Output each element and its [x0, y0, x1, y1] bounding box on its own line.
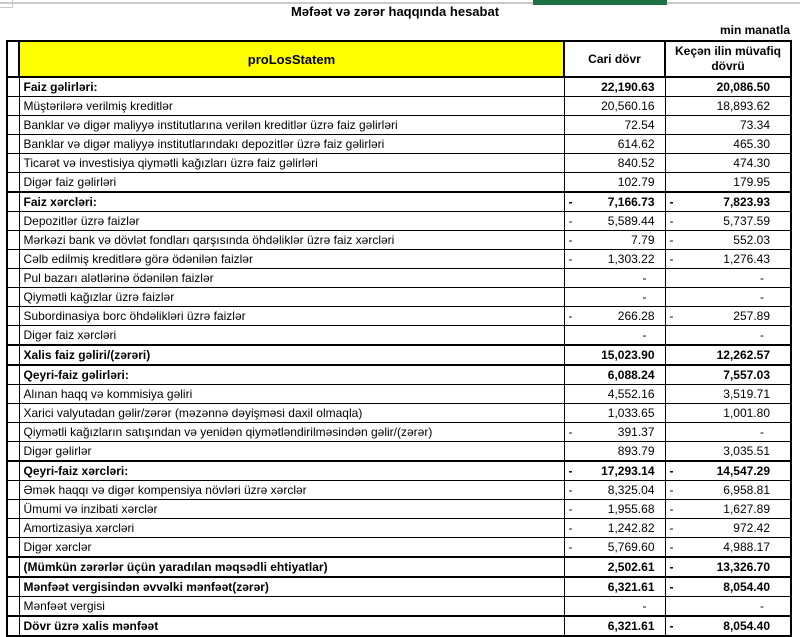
- row-spacer-cell[interactable]: [7, 231, 19, 250]
- table-row: [7, 597, 791, 617]
- negative-sign: -: [669, 214, 674, 228]
- unit-note: min manatla: [719, 23, 790, 37]
- negative-sign: -: [568, 540, 573, 554]
- cell-previous-period[interactable]: [665, 154, 791, 173]
- row-label[interactable]: Depozitlər üzrə faizlər: [19, 212, 564, 231]
- table-row: [7, 288, 791, 307]
- previous-value: 8,054.40: [723, 580, 770, 594]
- current-value: 17,293.14: [601, 464, 655, 478]
- current-value: 391.37: [617, 425, 655, 439]
- row-label[interactable]: Müştərilərə verilmiş kreditlər: [19, 97, 564, 116]
- previous-value: 5,737.59: [723, 214, 770, 228]
- cell-current-period[interactable]: [564, 423, 665, 442]
- row-label[interactable]: Ticarət və investisiya qiymətli kağızları üzrə faiz gəlirləri: [19, 154, 564, 173]
- negative-sign: -: [669, 233, 674, 247]
- table-row: [7, 385, 791, 404]
- row-spacer-cell[interactable]: [7, 557, 19, 577]
- previous-value: 3,519.71: [723, 387, 770, 401]
- row-label[interactable]: Amortizasiya xərcləri: [19, 519, 564, 538]
- table-row: [7, 135, 791, 154]
- cell-previous-period[interactable]: [665, 97, 791, 116]
- current-value: 6,321.61: [607, 580, 655, 594]
- current-value: 1,242.82: [607, 521, 655, 535]
- row-spacer-cell[interactable]: [7, 326, 19, 346]
- row-label[interactable]: Cəlb edilmiş kreditlərə görə ödənilən faizlər: [19, 250, 564, 269]
- current-value: -: [642, 271, 647, 285]
- header-previous-period-cell[interactable]: Keçən ilin müvafiq dövrü: [665, 41, 791, 77]
- table-row: [7, 500, 791, 519]
- header-current-period-cell[interactable]: Cari dövr: [564, 41, 665, 77]
- cell-current-period[interactable]: [564, 461, 665, 481]
- cell-previous-period[interactable]: [665, 326, 791, 346]
- negative-sign: -: [669, 619, 674, 633]
- current-value: 1,033.65: [607, 406, 655, 420]
- previous-value: 179.95: [733, 175, 770, 189]
- cell-previous-period[interactable]: [665, 616, 791, 636]
- previous-value: 7,823.93: [723, 195, 770, 209]
- cell-previous-period[interactable]: [665, 192, 791, 212]
- negative-sign: -: [669, 560, 674, 574]
- table-row: [7, 538, 791, 558]
- row-label[interactable]: Mənfəət vergisi: [19, 597, 564, 617]
- table-row: [7, 365, 791, 385]
- row-spacer-cell[interactable]: [7, 269, 19, 288]
- negative-sign: -: [568, 483, 573, 497]
- cell-current-period[interactable]: [564, 192, 665, 212]
- row-spacer-cell[interactable]: [7, 77, 19, 97]
- row-label[interactable]: Mənfəət vergisindən əvvəlki mənfəət(zərər): [19, 577, 564, 597]
- row-label[interactable]: Xalis faiz gəliri/(zərəri): [19, 345, 564, 365]
- cell-previous-period[interactable]: [665, 231, 791, 250]
- current-value: 266.28: [617, 309, 655, 323]
- current-value: 614.62: [617, 137, 655, 151]
- cell-current-period[interactable]: [564, 269, 665, 288]
- current-value: 840.52: [617, 156, 655, 170]
- negative-sign: -: [568, 214, 573, 228]
- report-table-body: [7, 77, 791, 636]
- cell-current-period[interactable]: [564, 326, 665, 346]
- row-label[interactable]: Faiz gəlirləri:: [19, 77, 564, 97]
- row-label[interactable]: Digər gəlirlər: [19, 442, 564, 462]
- cell-current-period[interactable]: [564, 250, 665, 269]
- row-label[interactable]: Mərkəzi bank və dövlət fondları qarşısında öhdəliklər üzrə faiz xərcləri: [19, 231, 564, 250]
- negative-sign: -: [568, 252, 573, 266]
- table-row: [7, 481, 791, 500]
- previous-value: 73.34: [739, 118, 770, 132]
- cell-previous-period[interactable]: [665, 442, 791, 462]
- row-spacer-cell[interactable]: [7, 442, 19, 462]
- row-label[interactable]: Qeyri-faiz xərcləri:: [19, 461, 564, 481]
- row-spacer-cell[interactable]: [7, 538, 19, 558]
- previous-value: -: [760, 271, 764, 285]
- cell-current-period[interactable]: [564, 212, 665, 231]
- previous-value: 3,035.51: [723, 444, 770, 458]
- profit-loss-table: [6, 40, 792, 637]
- previous-value: 8,054.40: [723, 619, 770, 633]
- cell-current-period[interactable]: [564, 404, 665, 423]
- table-header-row: [7, 41, 791, 77]
- previous-value: 1,001.80: [723, 406, 770, 420]
- previous-value: 12,262.57: [716, 348, 770, 362]
- cell-current-period[interactable]: [564, 557, 665, 577]
- negative-sign: -: [669, 195, 674, 209]
- previous-value: 4,988.17: [723, 540, 770, 554]
- cell-current-period[interactable]: [564, 365, 665, 385]
- row-spacer-cell[interactable]: [7, 577, 19, 597]
- cell-current-period[interactable]: [564, 154, 665, 173]
- row-spacer-cell[interactable]: [7, 154, 19, 173]
- cell-previous-period[interactable]: [665, 250, 791, 269]
- row-label[interactable]: Digər faiz xərcləri: [19, 326, 564, 346]
- cell-current-period[interactable]: [564, 345, 665, 365]
- row-spacer-cell[interactable]: [7, 597, 19, 617]
- previous-value: 13,326.70: [716, 560, 770, 574]
- previous-value: -: [760, 290, 764, 304]
- cell-previous-period[interactable]: [665, 577, 791, 597]
- cell-current-period[interactable]: [564, 481, 665, 500]
- row-spacer-cell[interactable]: [7, 461, 19, 481]
- cell-current-period[interactable]: [564, 385, 665, 404]
- row-spacer-cell[interactable]: [7, 500, 19, 519]
- current-value: 893.79: [617, 444, 655, 458]
- previous-value: 474.30: [733, 156, 770, 170]
- current-value: -: [642, 599, 647, 613]
- negative-sign: -: [669, 464, 674, 478]
- row-spacer-cell[interactable]: [7, 173, 19, 193]
- row-label[interactable]: Qiymətli kağızların satışından və yenidən qiymətləndirilməsindən gəlir/(zərər): [19, 423, 564, 442]
- current-value: -: [642, 328, 647, 342]
- cell-current-period[interactable]: [564, 231, 665, 250]
- cell-current-period[interactable]: [564, 173, 665, 193]
- negative-sign: -: [669, 521, 674, 535]
- cell-previous-period[interactable]: [665, 173, 791, 193]
- table-row: [7, 97, 791, 116]
- row-spacer-cell[interactable]: [7, 192, 19, 212]
- previous-value: 6,958.81: [723, 483, 770, 497]
- negative-sign: -: [669, 309, 674, 323]
- table-row: [7, 326, 791, 346]
- cell-previous-period[interactable]: [665, 212, 791, 231]
- row-label[interactable]: Xarici valyutadan gəlir/zərər (məzənnə dəyişməsi daxil olmaqla): [19, 404, 564, 423]
- negative-sign: -: [669, 540, 674, 554]
- previous-value: 972.42: [733, 521, 770, 535]
- table-row: [7, 212, 791, 231]
- table-row: [7, 519, 791, 538]
- row-label[interactable]: Digər xərclər: [19, 538, 564, 558]
- current-value: 7.79: [631, 233, 655, 247]
- table-row: [7, 442, 791, 462]
- previous-value: -: [760, 599, 764, 613]
- cell-current-period[interactable]: [564, 288, 665, 307]
- cell-previous-period[interactable]: [665, 77, 791, 97]
- cell-previous-period[interactable]: [665, 519, 791, 538]
- row-spacer-cell[interactable]: [7, 423, 19, 442]
- row-spacer-cell[interactable]: [7, 385, 19, 404]
- row-label[interactable]: Dövr üzrə xalis mənfəət: [19, 616, 564, 636]
- cell-current-period[interactable]: [564, 307, 665, 326]
- cell-previous-period[interactable]: [665, 345, 791, 365]
- current-value: 4,552.16: [607, 387, 655, 401]
- cell-previous-period[interactable]: [665, 116, 791, 135]
- current-value: 1,303.22: [607, 252, 655, 266]
- negative-sign: -: [568, 425, 573, 439]
- row-spacer-cell[interactable]: [7, 212, 19, 231]
- cell-previous-period[interactable]: [665, 135, 791, 154]
- cell-previous-period[interactable]: [665, 385, 791, 404]
- negative-sign: -: [669, 502, 674, 516]
- table-row: [7, 616, 791, 636]
- negative-sign: -: [669, 580, 674, 594]
- previous-value: -: [760, 328, 764, 342]
- previous-value: 14,547.29: [716, 464, 770, 478]
- previous-value: 7,557.03: [723, 368, 770, 382]
- current-value: 22,190.63: [601, 80, 655, 94]
- current-value: 7,166.73: [607, 195, 655, 209]
- current-value: 5,769.60: [607, 540, 655, 554]
- cell-previous-period[interactable]: [665, 461, 791, 481]
- cell-previous-period[interactable]: [665, 404, 791, 423]
- previous-value: -: [760, 425, 764, 439]
- current-value: 1,955.68: [607, 502, 655, 516]
- table-row: [7, 154, 791, 173]
- cell-current-period[interactable]: [564, 577, 665, 597]
- cell-previous-period[interactable]: [665, 365, 791, 385]
- previous-value: 20,086.50: [716, 80, 770, 94]
- negative-sign: -: [568, 195, 573, 209]
- row-spacer-cell[interactable]: [7, 116, 19, 135]
- table-row: [7, 423, 791, 442]
- current-value: 6,321.61: [607, 619, 655, 633]
- cell-current-period[interactable]: [564, 97, 665, 116]
- table-row: [7, 345, 791, 365]
- row-label[interactable]: (Mümkün zərərlər üçün yaradılan məqsədli ehtiyatlar): [19, 557, 564, 577]
- row-label[interactable]: Qiymətli kağızlar üzrə faizlər: [19, 288, 564, 307]
- row-label[interactable]: Pul bazarı alətlərinə ödənilən faizlər: [19, 269, 564, 288]
- previous-value: 18,893.62: [716, 99, 770, 113]
- table-row: [7, 577, 791, 597]
- cell-current-period[interactable]: [564, 519, 665, 538]
- cell-current-period[interactable]: [564, 597, 665, 617]
- cell-previous-period[interactable]: [665, 288, 791, 307]
- page-title: Məfəət və zərər haqqında hesabat: [290, 4, 500, 19]
- row-label[interactable]: Digər faiz gəlirləri: [19, 173, 564, 193]
- cell-current-period[interactable]: [564, 500, 665, 519]
- cell-previous-period[interactable]: [665, 423, 791, 442]
- cell-previous-period[interactable]: [665, 481, 791, 500]
- table-row: [7, 461, 791, 481]
- current-value: 102.79: [617, 175, 655, 189]
- negative-sign: -: [568, 464, 573, 478]
- cell-current-period[interactable]: [564, 538, 665, 558]
- cell-current-period[interactable]: [564, 616, 665, 636]
- row-label[interactable]: Banklar və digər maliyyə institutlarındakı depozitlər üzrə faiz gəlirləri: [19, 135, 564, 154]
- current-value: 8,325.04: [607, 483, 655, 497]
- negative-sign: -: [568, 521, 573, 535]
- table-row: [7, 404, 791, 423]
- table-row: [7, 173, 791, 193]
- row-label[interactable]: Alınan haqq və kommisiya gəliri: [19, 385, 564, 404]
- row-spacer-cell[interactable]: [7, 307, 19, 326]
- table-row: [7, 557, 791, 577]
- row-label[interactable]: Qeyri-faiz gəlirləri:: [19, 365, 564, 385]
- table-row: [7, 231, 791, 250]
- current-value: 20,560.16: [601, 99, 655, 113]
- row-label[interactable]: Subordinasiya borc öhdəlikləri üzrə faizlər: [19, 307, 564, 326]
- cell-previous-period[interactable]: [665, 538, 791, 558]
- previous-value: 1,276.43: [723, 252, 770, 266]
- negative-sign: -: [669, 483, 674, 497]
- row-spacer-cell[interactable]: [7, 250, 19, 269]
- current-value: 2,502.61: [607, 560, 655, 574]
- row-spacer-cell[interactable]: [7, 135, 19, 154]
- row-spacer-cell[interactable]: [7, 404, 19, 423]
- table-row: [7, 77, 791, 97]
- table-row: [7, 269, 791, 288]
- cell-previous-period[interactable]: [665, 500, 791, 519]
- row-spacer-cell[interactable]: [7, 519, 19, 538]
- header-spacer-cell[interactable]: [7, 41, 19, 77]
- current-value: 15,023.90: [601, 348, 655, 362]
- row-spacer-cell[interactable]: [7, 616, 19, 636]
- cell-current-period[interactable]: [564, 116, 665, 135]
- current-value: 6,088.24: [607, 368, 655, 382]
- current-value: 5,589.44: [607, 214, 655, 228]
- row-label[interactable]: Ümumi və inzibati xərclər: [19, 500, 564, 519]
- row-spacer-cell[interactable]: [7, 481, 19, 500]
- negative-sign: -: [568, 502, 573, 516]
- row-spacer-cell[interactable]: [7, 97, 19, 116]
- row-label[interactable]: Faiz xərcləri:: [19, 192, 564, 212]
- cell-current-period[interactable]: [564, 442, 665, 462]
- negative-sign: -: [568, 309, 573, 323]
- cell-previous-period[interactable]: [665, 269, 791, 288]
- previous-value: 257.89: [733, 309, 770, 323]
- table-row: [7, 250, 791, 269]
- row-label[interactable]: Banklar və digər maliyyə institutlarına verilən kreditlər üzrə faiz gəlirləri: [19, 116, 564, 135]
- table-row: [7, 192, 791, 212]
- cell-previous-period[interactable]: [665, 597, 791, 617]
- cell-current-period[interactable]: [564, 77, 665, 97]
- negative-sign: -: [669, 252, 674, 266]
- previous-value: 1,627.89: [723, 502, 770, 516]
- previous-value: 465.30: [733, 137, 770, 151]
- cell-previous-period[interactable]: [665, 557, 791, 577]
- cell-current-period[interactable]: [564, 135, 665, 154]
- negative-sign: -: [568, 233, 573, 247]
- current-value: 72.54: [624, 118, 655, 132]
- cell-previous-period[interactable]: [665, 307, 791, 326]
- previous-value: 552.03: [733, 233, 770, 247]
- header-name-cell[interactable]: proLosStatem: [19, 41, 564, 77]
- row-spacer-cell[interactable]: [7, 288, 19, 307]
- current-value: -: [642, 290, 647, 304]
- row-spacer-cell[interactable]: [7, 345, 19, 365]
- row-spacer-cell[interactable]: [7, 365, 19, 385]
- table-row: [7, 307, 791, 326]
- table-row: [7, 116, 791, 135]
- row-label[interactable]: Əmək haqqı və digər kompensiya növləri üzrə xərclər: [19, 481, 564, 500]
